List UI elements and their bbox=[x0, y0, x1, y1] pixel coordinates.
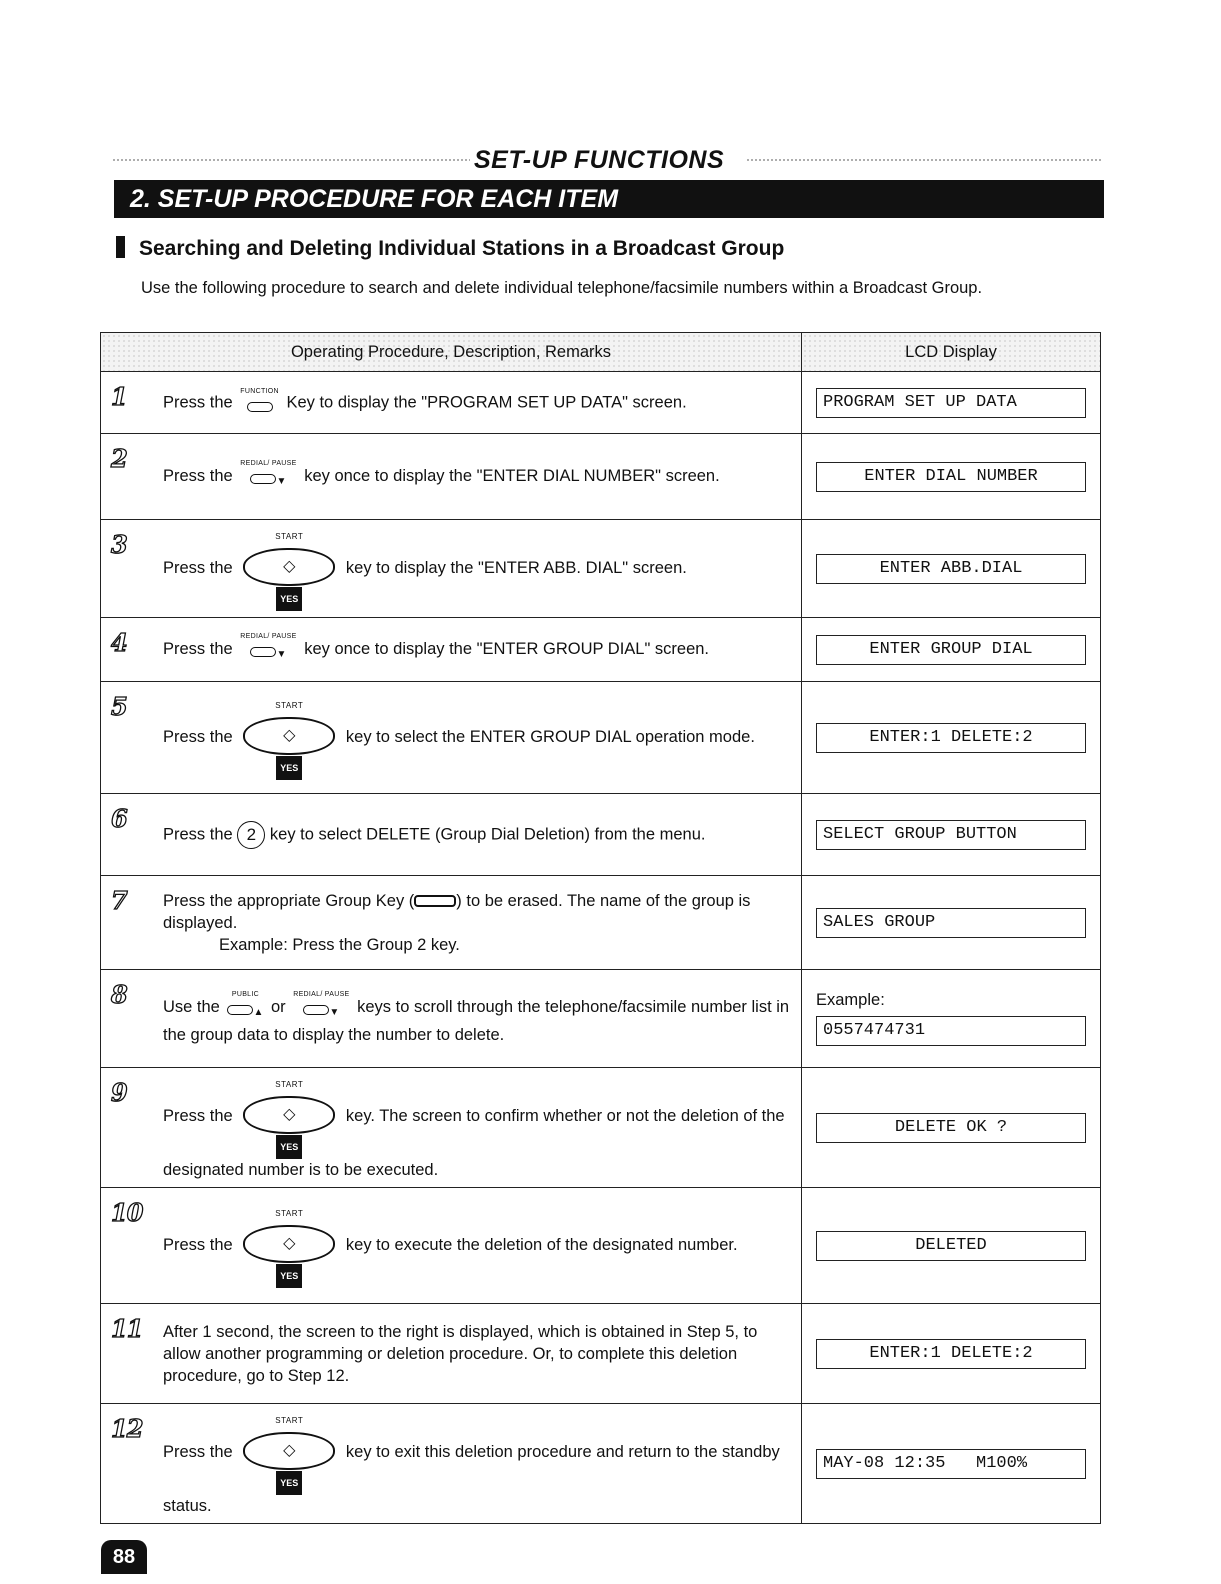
start-key-icon: START ◇ YES bbox=[241, 1203, 337, 1288]
redial-pause-key-icon: REDIAL/ PAUSE ▼ bbox=[293, 991, 350, 1018]
key-label: PUBLIC bbox=[231, 991, 259, 998]
header-dots-right bbox=[746, 158, 1102, 162]
lcd-display: ENTER:1 DELETE:2 bbox=[816, 1339, 1086, 1369]
lcd-display: SELECT GROUP BUTTON bbox=[816, 820, 1086, 850]
step-text: After 1 second, the screen to the right is displayed, which is obtained in Step 5, to allow another programming or deletion procedure. Or, to complete this deletion procedure, go to Step 12. bbox=[163, 1322, 758, 1385]
step-text-pre: Press the bbox=[163, 1442, 233, 1461]
step-text-post: key to display the "ENTER ABB. DIAL" screen. bbox=[345, 558, 687, 577]
running-header bbox=[112, 146, 1102, 172]
lcd-cell-7 bbox=[802, 876, 1101, 970]
step-text-post: key to select DELETE (Group Dial Deletion) from the menu. bbox=[269, 824, 706, 843]
step-number: 11 bbox=[111, 1314, 143, 1343]
step-text-post: Key to display the "PROGRAM SET UP DATA" screen. bbox=[286, 392, 687, 411]
step-number: 4 bbox=[111, 628, 127, 657]
subsection-title: Searching and Deleting Individual Stations in a Broadcast Group bbox=[139, 237, 785, 260]
step-6-text bbox=[101, 794, 802, 876]
step-text-post: key to execute the deletion of the designated number. bbox=[345, 1235, 738, 1254]
key-label: REDIAL/ PAUSE bbox=[293, 991, 350, 998]
step-text-post: ) to be erased. The name of the group is displayed. bbox=[163, 891, 751, 932]
lcd-display: DELETE OK ? bbox=[816, 1113, 1086, 1143]
step-9-text bbox=[101, 1068, 802, 1188]
step-row-12 bbox=[101, 1404, 1101, 1524]
step-number: 7 bbox=[111, 886, 127, 915]
step-text-pre: Press the appropriate Group Key ( bbox=[163, 891, 415, 910]
step-number: 10 bbox=[111, 1198, 143, 1227]
key-label: START bbox=[275, 1416, 304, 1425]
step-8-text bbox=[101, 970, 802, 1068]
step-row-9 bbox=[101, 1068, 1101, 1188]
start-key-icon: START ◇ YES bbox=[241, 1074, 337, 1159]
lcd-cell-2 bbox=[802, 434, 1101, 520]
step-12-text bbox=[101, 1404, 802, 1524]
step-number: 8 bbox=[111, 980, 127, 1009]
lcd-cell-3 bbox=[802, 520, 1101, 618]
lcd-cell-11 bbox=[802, 1304, 1101, 1404]
lcd-cell-1 bbox=[802, 372, 1101, 434]
step-number: 5 bbox=[111, 692, 127, 721]
public-key-icon: PUBLIC ▲ bbox=[227, 991, 263, 1024]
step-text-post: key once to display the "ENTER GROUP DIAL" screen. bbox=[304, 639, 710, 658]
step-row-8 bbox=[101, 970, 1101, 1068]
page-number: 88 bbox=[101, 1540, 147, 1574]
lcd-cell-12 bbox=[802, 1404, 1101, 1524]
step-row-10 bbox=[101, 1188, 1101, 1304]
step-text-pre: Press the bbox=[163, 392, 233, 411]
start-key-icon: START ◇ YES bbox=[241, 695, 337, 780]
section-title: 2. SET-UP PROCEDURE FOR EACH ITEM bbox=[114, 180, 1104, 218]
lcd-display: 0557474731 bbox=[816, 1016, 1086, 1046]
step-text-pre: Press the bbox=[163, 558, 233, 577]
lcd-cell-8 bbox=[802, 970, 1101, 1068]
step-text-pre: Press the bbox=[163, 1235, 233, 1254]
yes-badge: YES bbox=[276, 587, 302, 611]
bullet-square-icon bbox=[116, 236, 125, 258]
step-text-pre: Press the bbox=[163, 1106, 233, 1125]
key-label: FUNCTION bbox=[240, 387, 279, 395]
step-1-text bbox=[101, 372, 802, 434]
step-3-text bbox=[101, 520, 802, 618]
lcd-cell-9 bbox=[802, 1068, 1101, 1188]
group-key-icon bbox=[414, 895, 456, 907]
header-procedure: Operating Procedure, Description, Remarks bbox=[101, 333, 802, 372]
function-key-icon bbox=[240, 388, 279, 418]
step-row-6 bbox=[101, 794, 1101, 876]
yes-badge: YES bbox=[276, 1471, 302, 1495]
lcd-display: ENTER DIAL NUMBER bbox=[816, 462, 1086, 492]
step-text-pre: Use the bbox=[163, 997, 220, 1016]
lcd-display: SALES GROUP bbox=[816, 908, 1086, 938]
lcd-display: ENTER:1 DELETE:2 bbox=[816, 723, 1086, 753]
key-label: START bbox=[275, 1080, 304, 1089]
procedure-table bbox=[100, 332, 1101, 1524]
step-text-pre: Press the bbox=[163, 824, 233, 843]
header-dots-left bbox=[112, 158, 470, 162]
step-10-text bbox=[101, 1188, 802, 1304]
step-text-pre: Press the bbox=[163, 639, 233, 658]
step-row-1 bbox=[101, 372, 1101, 434]
key-label: START bbox=[275, 701, 304, 710]
step-5-text bbox=[101, 682, 802, 794]
key-label: REDIAL/ PAUSE bbox=[240, 633, 297, 640]
lcd-cell-4 bbox=[802, 618, 1101, 682]
header-lcd: LCD Display bbox=[802, 333, 1101, 372]
key-label: REDIAL/ PAUSE bbox=[240, 460, 297, 467]
yes-badge: YES bbox=[276, 1264, 302, 1288]
lcd-cell-10 bbox=[802, 1188, 1101, 1304]
step-text-post: key. The screen to confirm whether or not the deletion of the designated number is to be executed. bbox=[163, 1106, 785, 1179]
step-2-text bbox=[101, 434, 802, 520]
lcd-display: MAY-08 12:35 M100% bbox=[816, 1449, 1086, 1479]
start-key-icon: START ◇ YES bbox=[241, 526, 337, 611]
lcd-display: PROGRAM SET UP DATA bbox=[816, 388, 1086, 418]
yes-badge: YES bbox=[276, 756, 302, 780]
step-row-5 bbox=[101, 682, 1101, 794]
step-text-mid: or bbox=[270, 997, 286, 1016]
step-text-pre: Press the bbox=[163, 466, 233, 485]
step-example: Example: Press the Group 2 key. bbox=[219, 935, 460, 954]
redial-pause-key-icon: REDIAL/ PAUSE ▼ bbox=[240, 460, 297, 487]
step-number: 1 bbox=[111, 382, 127, 411]
lcd-cell-6 bbox=[802, 794, 1101, 876]
step-11-text bbox=[101, 1304, 802, 1404]
step-text-pre: Press the bbox=[163, 727, 233, 746]
redial-pause-key-icon: REDIAL/ PAUSE ▼ bbox=[240, 633, 297, 660]
step-text-post: key once to display the "ENTER DIAL NUMBER" screen. bbox=[304, 466, 720, 485]
step-row-4 bbox=[101, 618, 1101, 682]
step-text-post: keys to scroll through the telephone/facsimile number list in the group data to display the number to delete. bbox=[163, 997, 790, 1044]
number-2-key-icon: 2 bbox=[237, 821, 265, 849]
running-header-title: SET-UP FUNCTIONS bbox=[474, 146, 725, 174]
lcd-display: ENTER GROUP DIAL bbox=[816, 635, 1086, 665]
step-number: 12 bbox=[111, 1414, 143, 1443]
lcd-display: DELETED bbox=[816, 1231, 1086, 1261]
step-row-11 bbox=[101, 1304, 1101, 1404]
step-4-text bbox=[101, 618, 802, 682]
lcd-display: ENTER ABB.DIAL bbox=[816, 554, 1086, 584]
step-number: 6 bbox=[111, 804, 127, 833]
lcd-cell-5 bbox=[802, 682, 1101, 794]
step-7-text bbox=[101, 876, 802, 970]
subsection-heading bbox=[116, 236, 784, 261]
key-label: START bbox=[275, 1209, 304, 1218]
step-text-post: key to exit this deletion procedure and return to the standby status. bbox=[163, 1442, 780, 1515]
table-header-row bbox=[101, 333, 1101, 372]
yes-badge: YES bbox=[276, 1135, 302, 1159]
step-row-3 bbox=[101, 520, 1101, 618]
key-label: START bbox=[275, 532, 304, 541]
start-key-icon: START ◇ YES bbox=[241, 1410, 337, 1495]
step-number: 2 bbox=[111, 444, 127, 473]
intro-paragraph: Use the following procedure to search and delete individual telephone/facsimile numbers within a Broadcast Group. bbox=[141, 279, 983, 297]
lcd-example-label: Example: bbox=[816, 991, 885, 1009]
step-number: 3 bbox=[111, 530, 127, 559]
step-row-2 bbox=[101, 434, 1101, 520]
step-number: 9 bbox=[111, 1078, 127, 1107]
step-row-7 bbox=[101, 876, 1101, 970]
step-text-post: key to select the ENTER GROUP DIAL operation mode. bbox=[345, 727, 755, 746]
